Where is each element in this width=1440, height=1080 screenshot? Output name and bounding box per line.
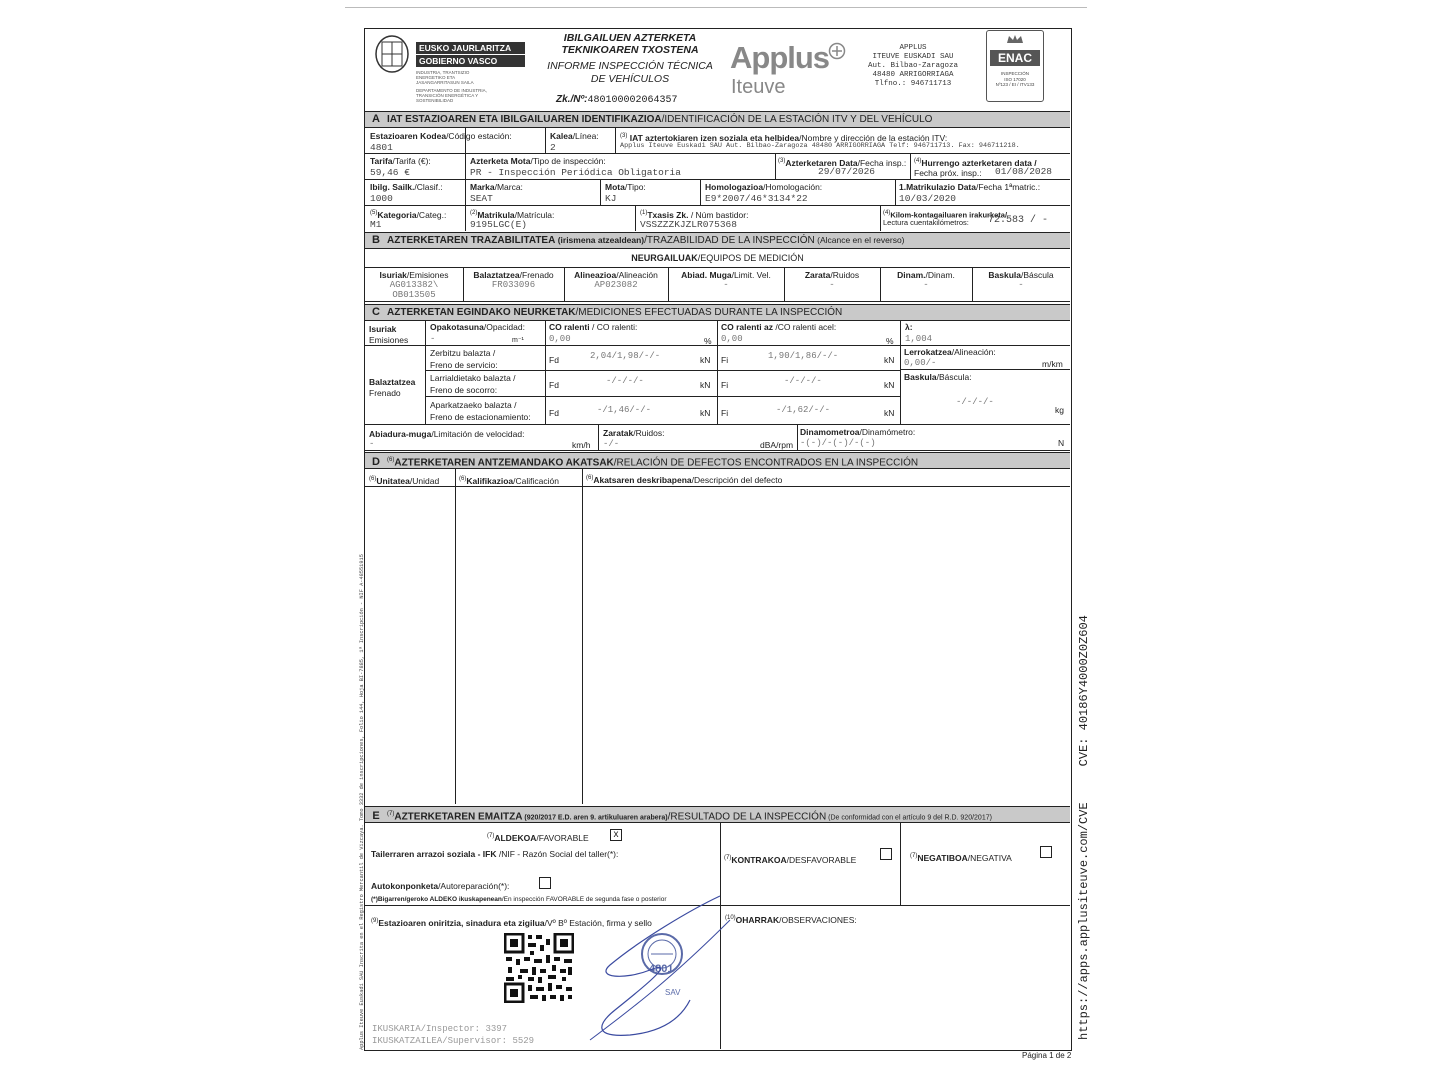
favorable-label: $^{(7)}$ALDEKOA/FAVORABLE (487, 832, 589, 843)
section-c-header (365, 304, 1070, 321)
equipment-label: Zarata/Ruidos (804, 270, 860, 280)
parking-fd-value: -/1,46/-/- (597, 405, 652, 415)
lambda-label: λ: (905, 322, 913, 332)
section-c-title-es: /MEDICIONES EFECTUADAS DURANTE LA INSPECCIÓN (575, 307, 843, 318)
observations-label: $^{(10)}$OHARRAK/OBSERVACIONES: (725, 914, 857, 925)
emergency-brake-label: Larrialdietako balazta / (430, 373, 516, 383)
equipment-value: - (829, 280, 835, 290)
parking-fd-label: Fd (549, 408, 559, 418)
basque-gov-logo (370, 34, 530, 104)
section-b-title-es-small: (Alcance en el reverso) (814, 235, 905, 245)
station-code-value: 4801 (370, 142, 393, 153)
section-e-title-es-small: (De conformidad con el artículo 9 del R.D. 920/2017) (826, 814, 992, 822)
class-label: Ibilg. Sailk./Clasif.: (370, 182, 443, 192)
equipment-value: AG013382\ (389, 280, 439, 290)
enac-badge (986, 30, 1044, 102)
emissions-label: Isuriak (369, 324, 397, 334)
section-a-header (365, 111, 1070, 128)
alignment-unit: m/km (1042, 359, 1063, 369)
speed-limit-value: - (369, 439, 375, 449)
company-line-2: ITEUVE EUSKADI SAU (872, 53, 954, 61)
co-accel-unit: % (886, 336, 894, 346)
page-number: Página 1 de 2 (1022, 1051, 1072, 1060)
speed-limit-label: Abiadura-muga/Limitación de velocidad: (369, 429, 525, 439)
applus-brand: Applus (730, 40, 830, 75)
opacity-unit: m⁻¹ (512, 337, 524, 344)
noise-value: -/- (603, 439, 620, 449)
cve-side-text[interactable]: https://apps.applusiteuve.com/CVE CVE: 40186Y4000Z0Z604 (1077, 615, 1091, 1040)
odometer-label: $^{(4)}$Kilom-kontagailuaren irakurketa/ (883, 210, 1008, 220)
inspection-type-label: Azterketa Mota/Tipo de inspección: (470, 156, 606, 166)
inspection-date-value: 29/07/2026 (818, 166, 876, 177)
line-label: Kalea/Línea: (550, 131, 599, 141)
report-number (556, 94, 677, 106)
section-a-letter: A (372, 113, 380, 125)
applus-logo (728, 40, 853, 100)
fee-label: Tarifa/Tarifa (€): (370, 156, 431, 166)
company-line-3: Aut. Bilbao-Zaragoza (867, 62, 958, 70)
section-d-title: AZTERKETAREN ANTZEMANDAKO AKATSAK (394, 457, 614, 469)
section-e-title-mid: (920/2017 E.D. aren 9. artikuluaren arabera) (522, 814, 668, 822)
scale-unit: kg (1055, 405, 1064, 415)
favorable-checkbox[interactable]: x (610, 829, 622, 841)
self-repair-checkbox[interactable] (539, 877, 551, 889)
co-accel-value: 0,00 (721, 334, 743, 344)
brakes-label-es: Frenado (369, 388, 401, 398)
equipment-col-0 (365, 270, 463, 300)
company-line-4: 48480 ARRIGORRIAGA (872, 71, 954, 79)
workshop-label: Tailerraren arrazoi soziala - IFK /NIF - Razón Social del taller(*): (371, 849, 619, 859)
kind-label: Mota/Tipo: (605, 182, 646, 192)
category-label: $^{(5)}$Kategoria/Categ.: (370, 209, 447, 220)
alignment-label: Lerrokatzea/Alineación: (904, 347, 996, 357)
equipment-label: Alineazioa/Alineación (574, 270, 658, 280)
parking-fd-unit: kN (700, 408, 711, 418)
company-address (855, 44, 971, 89)
equipment-value: FR033096 (491, 280, 536, 290)
brakes-label: Balaztatzea (369, 377, 416, 387)
service-fi-unit: kN (884, 355, 895, 365)
section-c-letter: C (372, 306, 380, 318)
report-number-value: 480100002064357 (587, 95, 678, 106)
gov-name-es: GOBIERNO VASCO (416, 55, 525, 67)
dynamometer-label: Dinamometroa/Dinamómetro: (800, 427, 916, 437)
equipment-col-5 (880, 270, 972, 290)
line-value: 2 (550, 142, 556, 153)
unfavorable-checkbox[interactable] (880, 848, 892, 860)
section-e-header: E $^{(7)}$AZTERKETAREN EMAITZA (920/2017 E.D. aren 9. artikuluaren arabera)/RESULTADO DE LA INSPECCIÓN (De conformidad con el artículo 9 del R.D. 920/2017) (365, 806, 1070, 823)
report-number-label: Zk./Nº: (556, 94, 588, 105)
enac-small-2: ISO 17020 (1004, 76, 1026, 82)
parking-fi-label: Fi (721, 408, 729, 418)
inspector-value: 3397 (485, 1024, 508, 1034)
opacity-value: - (430, 334, 436, 344)
fee-value: 59,46 € (370, 167, 410, 178)
section-a-title: IAT ESTAZIOAREN ETA IBILGAILUAREN IDENTIFIKAZIOA (387, 114, 662, 125)
homologation-label: Homologazioa/Homologación: (705, 182, 823, 192)
scale-label: Baskula/Báscula: (904, 372, 972, 382)
section-e-title: AZTERKETAREN EMAITZA (394, 811, 523, 823)
noise-label: Zaratak/Ruidos: (603, 428, 665, 438)
company-line-1: APPLUS (899, 44, 927, 52)
emergency-fd-value: -/-/-/- (606, 376, 644, 386)
second-phase-footnote: (*)Bigarren/geroko ALDEKO ikuskapenean/En inspección FAVORABLE de segunda fase o posterior (371, 896, 667, 903)
top-rule (345, 7, 1087, 8)
unfavorable-label: $^{(7)}$KONTRAKOA/DESFAVORABLE (724, 854, 857, 865)
parking-brake-label-es: Freno de estacionamiento: (430, 412, 531, 422)
inspection-date-label: $^{(3)}$Azterketaren Data/Fecha insp.: (778, 157, 907, 168)
next-inspection-label-es: Fecha próx. insp.: (914, 168, 982, 178)
scale-value: -/-/-/- (956, 397, 994, 407)
supervisor-value: 5529 (512, 1036, 535, 1046)
kind-value: KJ (605, 193, 617, 204)
section-b-title: AZTERKETAREN TRAZABILITATEA (387, 235, 556, 246)
equipment-col-2 (564, 270, 668, 290)
co-idle-unit: % (704, 336, 712, 346)
supervisor-line: IKUSKATZAILEA/Supervisor: 5529 (372, 1036, 535, 1046)
section-a-title-es: /IDENTIFICACIÓN DE LA ESTACIÓN ITV Y DEL VEHÍCULO (661, 114, 933, 125)
equipment-col-1 (463, 270, 564, 290)
registration-date-label: 1.Matrikulazio Data/Fecha 1ªmatric.: (899, 182, 1041, 192)
vin-label: $^{(1)}$Txasis Zk. / Núm bastidor: (640, 209, 749, 220)
emissions-label-es: Emisiones (369, 335, 409, 345)
coat-of-arms-icon (370, 34, 414, 74)
homologation-value: E9*2007/46*3134*22 (705, 193, 808, 204)
report-title (540, 32, 720, 85)
section-e-title-es: /RESULTADO DE LA INSPECCIÓN (667, 811, 827, 823)
gov-name-eu: EUSKO JAURLARITZA (416, 42, 525, 54)
equipment-value-2: OB013505 (392, 290, 436, 300)
title-eu-1: IBILGAILUEN AZTERKETA (563, 32, 697, 44)
service-fd-unit: kN (700, 355, 711, 365)
emergency-fi-value: -/-/-/- (784, 376, 822, 386)
title-es-2: DE VEHÍCULOS (590, 73, 670, 85)
negative-checkbox[interactable] (1040, 846, 1052, 858)
odometer-value: 72.583 / - (988, 215, 1049, 226)
service-fi-label: Fi (721, 355, 729, 365)
station-name-value: Applus Iteuve Euskadi SAU Aut. Bilbao-Zaragoza 48480 ARRIGORRIAGA Telf: 946711713. Fax: 946711218. (620, 142, 1020, 150)
defects-description-header: $^{(6)}$Akatsaren deskribapena/Descripción del defecto (586, 474, 783, 485)
self-repair-label: Autokonponketa/Autoreparación(*): (371, 881, 510, 891)
signature-label: $^{(9)}$Estazioaren oniritzia, sinadura eta zigilua/Vº Bº Estación, firma y sello (371, 917, 652, 928)
dynamometer-value: -(-)/-(-)/-(-) (800, 438, 876, 448)
alignment-value: 0,00/- (904, 358, 937, 368)
equipment-heading: NEURGAILUAK/EQUIPOS DE MEDICIÓN (631, 253, 804, 263)
company-line-5: Tlfno.: 946711713 (874, 80, 952, 88)
equipment-col-6 (972, 270, 1070, 290)
title-es-1: INFORME INSPECCIÓN TÉCNICA (547, 60, 713, 72)
applus-sub: Iteuve (731, 76, 786, 98)
enac-label: ENAC (990, 50, 1040, 66)
station-name-label: $^{(3)}$ IAT aztertokiaren izen soziala eta helbidea/Nombre y dirección de la estación ITV: (620, 132, 948, 143)
vin-value: VSSZZZKJZLR075368 (640, 219, 737, 230)
opacity-label: Opakotasuna/Opacidad: (430, 322, 525, 332)
dynamometer-unit: N (1058, 438, 1065, 448)
section-c-title: AZTERKETAN EGINDAKO NEURKETAK (387, 307, 576, 318)
emergency-fd-unit: kN (700, 380, 711, 390)
equipment-value: - (1018, 280, 1024, 290)
co-accel-label: CO ralenti az /CO ralenti acel: (721, 322, 837, 332)
gov-department-eu: INDUSTRIA, TRANTSIZIO ENERGETIKO ETA JASANGARRITASUN SAILA (416, 70, 474, 85)
section-d-title-es: /RELACIÓN DE DEFECTOS ENCONTRADOS EN LA INSPECCIÓN (613, 457, 919, 469)
equipment-label: Baskula/Báscula (988, 270, 1054, 280)
enac-small-3: Nº123 / EI / ITV133 (995, 82, 1035, 87)
section-b-title-es: /TRAZABILIDAD DE LA INSPECCIÓN (644, 235, 815, 246)
section-b-title-mid: (irismena atzealdean) (555, 235, 645, 245)
service-fi-value: 1,90/1,86/-/- (768, 351, 839, 361)
category-value: M1 (370, 219, 382, 230)
equipment-value: - (723, 280, 729, 290)
registry-side-text: Applus Iteuve Euskadi SAU Inscrita en el Registro Mercantil de Vizcaya. Tomo 3332 de inscripciones, Folio 144, Hoja BI-7885, 1ª Inscripción - NIF A-48551915 (359, 554, 365, 1050)
stamp-code: 4801 (649, 963, 674, 975)
emergency-fd-label: Fd (549, 380, 559, 390)
speed-limit-unit: km/h (572, 440, 591, 450)
equipment-value: - (923, 280, 929, 290)
stamp-text: SAV (665, 988, 681, 997)
parking-fi-unit: kN (884, 408, 895, 418)
service-fd-value: 2,04/1,98/-/- (590, 351, 661, 361)
service-brake-label: Zerbitzu balazta / (430, 348, 496, 358)
qr-code-icon[interactable] (504, 933, 574, 1003)
registration-date-value: 10/03/2020 (899, 193, 957, 204)
equipment-label: Dinam./Dinam. (897, 270, 955, 280)
noise-unit: dBA/rpm (760, 440, 794, 450)
defects-unit-header: $^{(6)}$Unitatea/Unidad (369, 475, 440, 486)
service-fd-label: Fd (549, 355, 559, 365)
station-code-label: Estazioaren Kodea/Código estación: (370, 131, 512, 141)
equipment-col-4 (784, 270, 880, 290)
parking-fi-value: -/1,62/-/- (776, 405, 831, 415)
crown-icon (1006, 34, 1024, 44)
title-eu-2: TEKNIKOAREN TXOSTENA (561, 44, 699, 56)
class-value: 1000 (370, 193, 393, 204)
equipment-label: Balaztatzea/Frenado (473, 270, 554, 280)
odometer-label-es: Lectura cuentakilómetros: (883, 218, 969, 227)
section-b-header (365, 232, 1070, 249)
emergency-fi-unit: kN (884, 380, 895, 390)
inspector-line: IKUSKARIA/Inspector: 3397 (372, 1024, 508, 1034)
emergency-fi-label: Fi (721, 380, 729, 390)
make-label: Marka/Marca: (470, 182, 523, 192)
next-inspection-value: 01/08/2028 (995, 166, 1053, 177)
co-idle-value: 0,00 (549, 334, 571, 344)
plate-label: $^{(2)}$Matrikula/Matrícula: (470, 209, 555, 220)
plate-value: 9195LGC(E) (470, 219, 528, 230)
section-e-letter: E (372, 810, 380, 823)
gov-department-es: DEPARTAMENTO DE INDUSTRIA, TRANSICIÓN ENERGÉTICA Y SOSTENIBILIDAD (416, 88, 487, 103)
negative-label: $^{(7)}$NEGATIBOA/NEGATIVA (910, 852, 1012, 863)
parking-brake-label: Aparkatzaeko balazta / (430, 400, 517, 410)
emergency-brake-label-es: Freno de socorro: (430, 385, 498, 395)
service-brake-label-es: Freno de servicio: (430, 360, 498, 370)
section-d-letter: D (372, 456, 380, 469)
section-b-letter: B (372, 234, 380, 246)
make-value: SEAT (470, 193, 493, 204)
equipment-label: Isuriak/Emisiones (379, 270, 449, 280)
plus-circle-icon (828, 42, 846, 60)
enac-small-1: INSPECCIÓN (1000, 71, 1029, 76)
co-idle-label: CO ralenti / CO ralenti: (549, 322, 638, 332)
equipment-col-3 (668, 270, 784, 290)
next-inspection-label: $^{(4)}$Hurrengo azterketaren data / (914, 157, 1037, 168)
equipment-value: AP023082 (594, 280, 638, 290)
inspection-type-value: PR - Inspección Periódica Obligatoria (470, 167, 681, 178)
lambda-value: 1,004 (905, 334, 933, 344)
section-d-header: D $^{(6)}$AZTERKETAREN ANTZEMANDAKO AKATSAK/RELACIÓN DE DEFECTOS ENCONTRADOS EN LA INSPECCIÓN (365, 452, 1070, 469)
defects-grade-header: $^{(6)}$Kalifikazioa/Calificación (459, 475, 559, 486)
signature-scribble (570, 890, 750, 1050)
equipment-label: Abiad. Muga/Limit. Vel. (681, 270, 771, 280)
